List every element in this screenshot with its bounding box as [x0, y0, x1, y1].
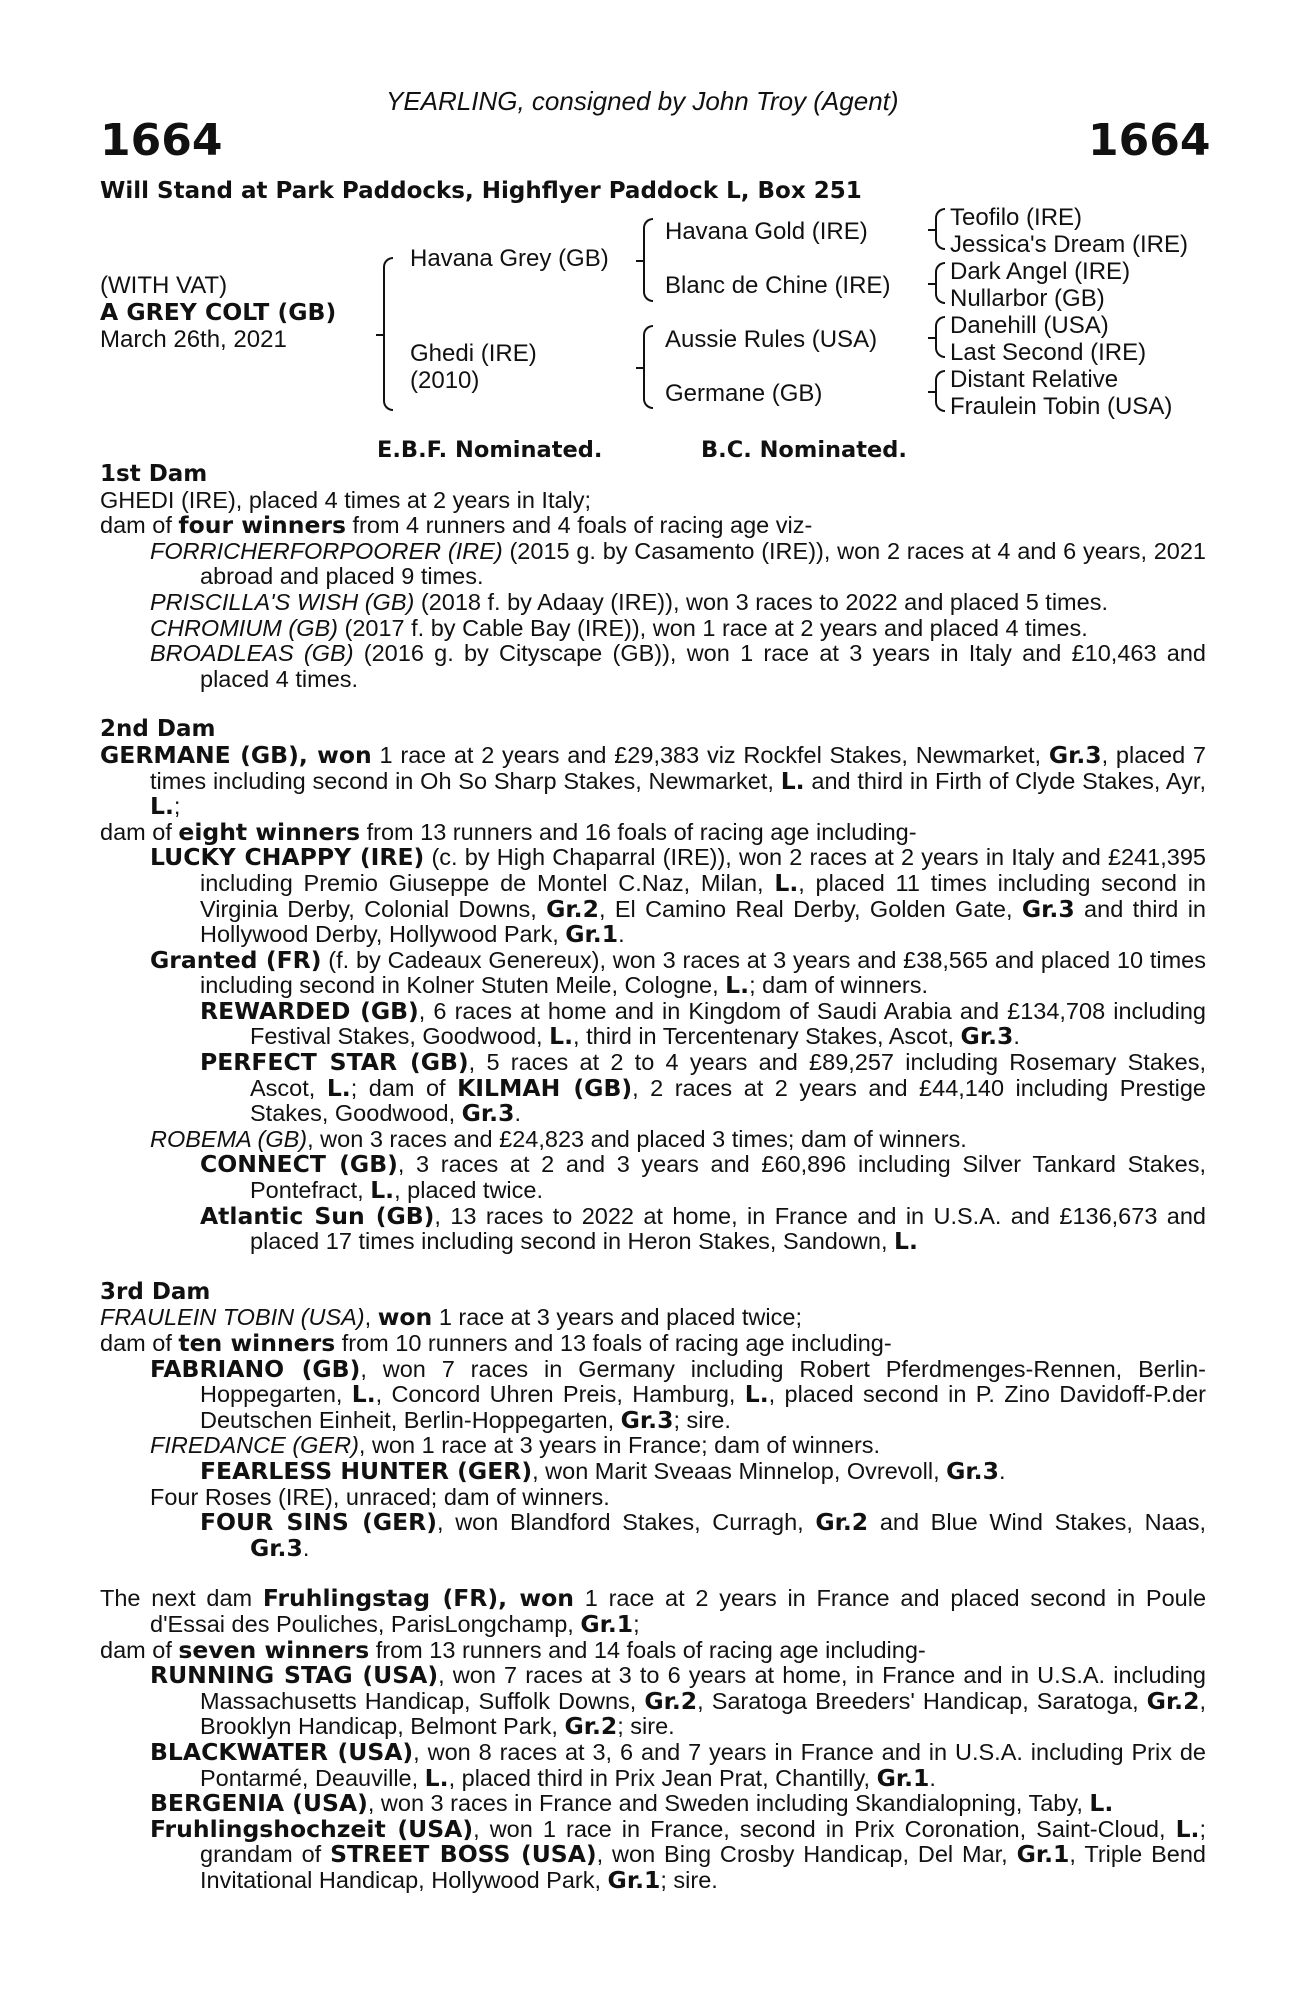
brace-sire	[643, 218, 653, 302]
first-dam-produce-summary: dam of four winners from 4 runners and 4 foals of racing age viz-	[100, 511, 813, 540]
brace-sd	[935, 262, 945, 304]
produce-entry: REWARDED (GB), 6 races at home and in Kingdom of Saudi Arabia and £134,708 including Festival Stakes, Goodwood, L., third in Tercentenary Stakes, Ascot, Gr.3.	[200, 996, 1206, 1051]
sire-dam: Blanc de Chine (IRE)	[665, 272, 891, 299]
first-dam-line: GHEDI (IRE), placed 4 times at 2 years in Italy;	[100, 486, 592, 513]
sire-sire-dam: Jessica's Dream (IRE)	[950, 231, 1188, 258]
stand-location: Will Stand at Park Paddocks, Highflyer Paddock L, Box 251	[100, 178, 862, 204]
sire-dam-dam: Nullarbor (GB)	[950, 285, 1105, 312]
brace-ss	[935, 208, 945, 250]
produce-record	[100, 462, 1206, 1893]
foaling-date: March 26th, 2021	[100, 326, 287, 353]
produce-entry: ROBEMA (GB), won 3 races and £24,823 and placed 3 times; dam of winners.	[150, 1125, 967, 1152]
produce-entry: FOUR SINS (GER), won Blandford Stakes, Curragh, Gr.2 and Blue Wind Stakes, Naas, Gr.3.	[200, 1508, 1206, 1562]
second-dam-line: GERMANE (GB), won 1 race at 2 years and £29,383 viz Rockfel Stakes, Newmarket, Gr.3, placed 7 times including second in Oh So Sharp Stakes, Newmarket, L. and third in Firth of Clyde Stakes, Ayr, L.;	[100, 740, 1206, 821]
produce-entry: Granted (FR) (f. by Cadeaux Genereux), won 3 races at 3 years and £38,565 and placed 10 times including second in Kolner Stuten Meile, Cologne, L.; dam of winners.	[150, 945, 1206, 1000]
produce-entry: FEARLESS HUNTER (GER), won Marit Sveaas Minnelop, Ovrevoll, Gr.3.	[200, 1456, 1006, 1485]
dam-dam: Germane (GB)	[665, 380, 823, 407]
produce-entry: PRISCILLA'S WISH (GB) (2018 f. by Adaay (IRE)), won 3 races to 2022 and placed 5 times.	[150, 588, 1108, 615]
section-title-2nd-dam: 2nd Dam	[100, 716, 216, 743]
produce-entry: LUCKY CHAPPY (IRE) (c. by High Chaparral (IRE)), won 2 races at 2 years in Italy and £241,395 including Premio Giuseppe de Montel C.Naz, Milan, L., placed 11 times including second in Virginia Derby, Colonial Downs, Gr.2, El Camino Real Derby, Golden Gate, Gr.3 and third in Hollywood Derby, Hollywood Park, Gr.1.	[150, 843, 1206, 949]
brace-ds	[935, 316, 945, 358]
lot-number-left: 1664	[100, 115, 223, 166]
produce-entry: CONNECT (GB), 3 races at 2 and 3 years and £60,896 including Silver Tankard Stakes, Pontefract, L., placed twice.	[200, 1150, 1206, 1205]
consignor-line: YEARLING, consigned by John Troy (Agent)	[386, 86, 899, 116]
sire-sire-sire: Teofilo (IRE)	[950, 204, 1083, 231]
dam-dam-sire: Distant Relative	[950, 366, 1119, 393]
produce-entry: BROADLEAS (GB) (2016 g. by Cityscape (GB)), won 1 race at 3 years in Italy and £10,463 and placed 4 times.	[150, 640, 1206, 692]
dam-sire: Aussie Rules (USA)	[665, 326, 878, 353]
produce-entry: BERGENIA (USA), won 3 races in France and Sweden including Skandialopning, Taby, L.	[150, 1789, 1114, 1818]
dam-sire-dam: Last Second (IRE)	[950, 339, 1147, 366]
produce-entry: FIREDANCE (GER), won 1 race at 3 years in France; dam of winners.	[150, 1432, 881, 1459]
produce-entry: RUNNING STAG (USA), won 7 races at 3 to 6 years at home, in France and in U.S.A. including Massachusetts Handicap, Suffolk Downs, Gr.2, Saratoga Breeders' Handicap, Saratoga, Gr.2, Brooklyn Handicap, Belmont Park, Gr.2; sire.	[150, 1661, 1207, 1741]
produce-entry: BLACKWATER (USA), won 8 races at 3, 6 and 7 years in France and in U.S.A. including Prix de Pontarmé, Deauville, L., placed third in Prix Jean Prat, Chantilly, Gr.1.	[150, 1737, 1206, 1792]
sire-sire: Havana Gold (IRE)	[665, 218, 868, 245]
brace-main	[383, 257, 393, 411]
bc-nominated: B.C. Nominated.	[701, 437, 907, 463]
produce-entry: PERFECT STAR (GB), 5 races at 2 to 4 years and £89,257 including Rosemary Stakes, Ascot, L.; dam of KILMAH (GB), 2 races at 2 years and £44,140 including Prestige Stakes, Goodwood, Gr.3.	[200, 1048, 1206, 1128]
produce-entry: Four Roses (IRE), unraced; dam of winners.	[150, 1483, 610, 1510]
sire-dam-sire: Dark Angel (IRE)	[950, 258, 1131, 285]
brace-dam	[643, 325, 653, 409]
third-dam-line: FRAULEIN TOBIN (USA), won 1 race at 3 years and placed twice;	[100, 1303, 802, 1332]
section-title-1st-dam: 1st Dam	[100, 461, 208, 487]
dam-year: (2010)	[410, 367, 480, 394]
ebf-nominated: E.B.F. Nominated.	[377, 437, 603, 463]
second-dam-produce-summary: dam of eight winners from 13 runners and 16 foals of racing age including-	[100, 817, 917, 846]
produce-entry: Atlantic Sun (GB), 13 races to 2022 at home, in France and in U.S.A. and £136,673 and placed 17 times including second in Heron Stakes, Sandown, L.	[200, 1201, 1206, 1256]
horse-name: A GREY COLT (GB)	[100, 298, 337, 326]
dam-dam-dam: Fraulein Tobin (USA)	[950, 393, 1173, 420]
produce-entry: CHROMIUM (GB) (2017 f. by Cable Bay (IRE)), won 1 race at 2 years and placed 4 times.	[150, 614, 1088, 641]
section-title-3rd-dam: 3rd Dam	[100, 1278, 211, 1305]
produce-entry: FORRICHERFORPOORER (IRE) (2015 g. by Casamento (IRE)), won 2 races at 4 and 6 years, 2021 abroad and placed 9 times.	[150, 537, 1207, 590]
vat-note: (WITH VAT)	[100, 272, 228, 299]
dam-sire-sire: Danehill (USA)	[950, 312, 1109, 339]
produce-entry: FABRIANO (GB), won 7 races in Germany including Robert Pferdmenges-Rennen, Berlin-Hoppegarten, L., Concord Uhren Preis, Hamburg, L., placed second in P. Zino Davidoff-P.der Deutschen Einheit, Berlin-Hoppegarten, Gr.3; sire.	[150, 1354, 1206, 1434]
third-dam-produce-summary: dam of ten winners from 10 runners and 13 foals of racing age including-	[100, 1329, 892, 1357]
dam-name: Ghedi (IRE)	[410, 340, 537, 367]
brace-dd	[935, 370, 945, 412]
next-dam-produce-summary: dam of seven winners from 13 runners and 14 foals of racing age including-	[100, 1635, 926, 1664]
produce-entry: Fruhlingshochzeit (USA), won 1 race in France, second in Prix Coronation, Saint-Cloud, L.; grandam of STREET BOSS (USA), won Bing Crosby Handicap, Del Mar, Gr.1, Triple Bend Invitational Handicap, Hollywood Park, Gr.1; sire.	[150, 1814, 1207, 1894]
lot-number-right: 1664	[1088, 115, 1211, 166]
sire-name: Havana Grey (GB)	[410, 245, 609, 272]
next-dam-line: The next dam Fruhlingstag (FR), won 1 race at 2 years in France and placed second in Poule d'Essai des Pouliches, ParisLongchamp, Gr.1;	[100, 1584, 1207, 1638]
